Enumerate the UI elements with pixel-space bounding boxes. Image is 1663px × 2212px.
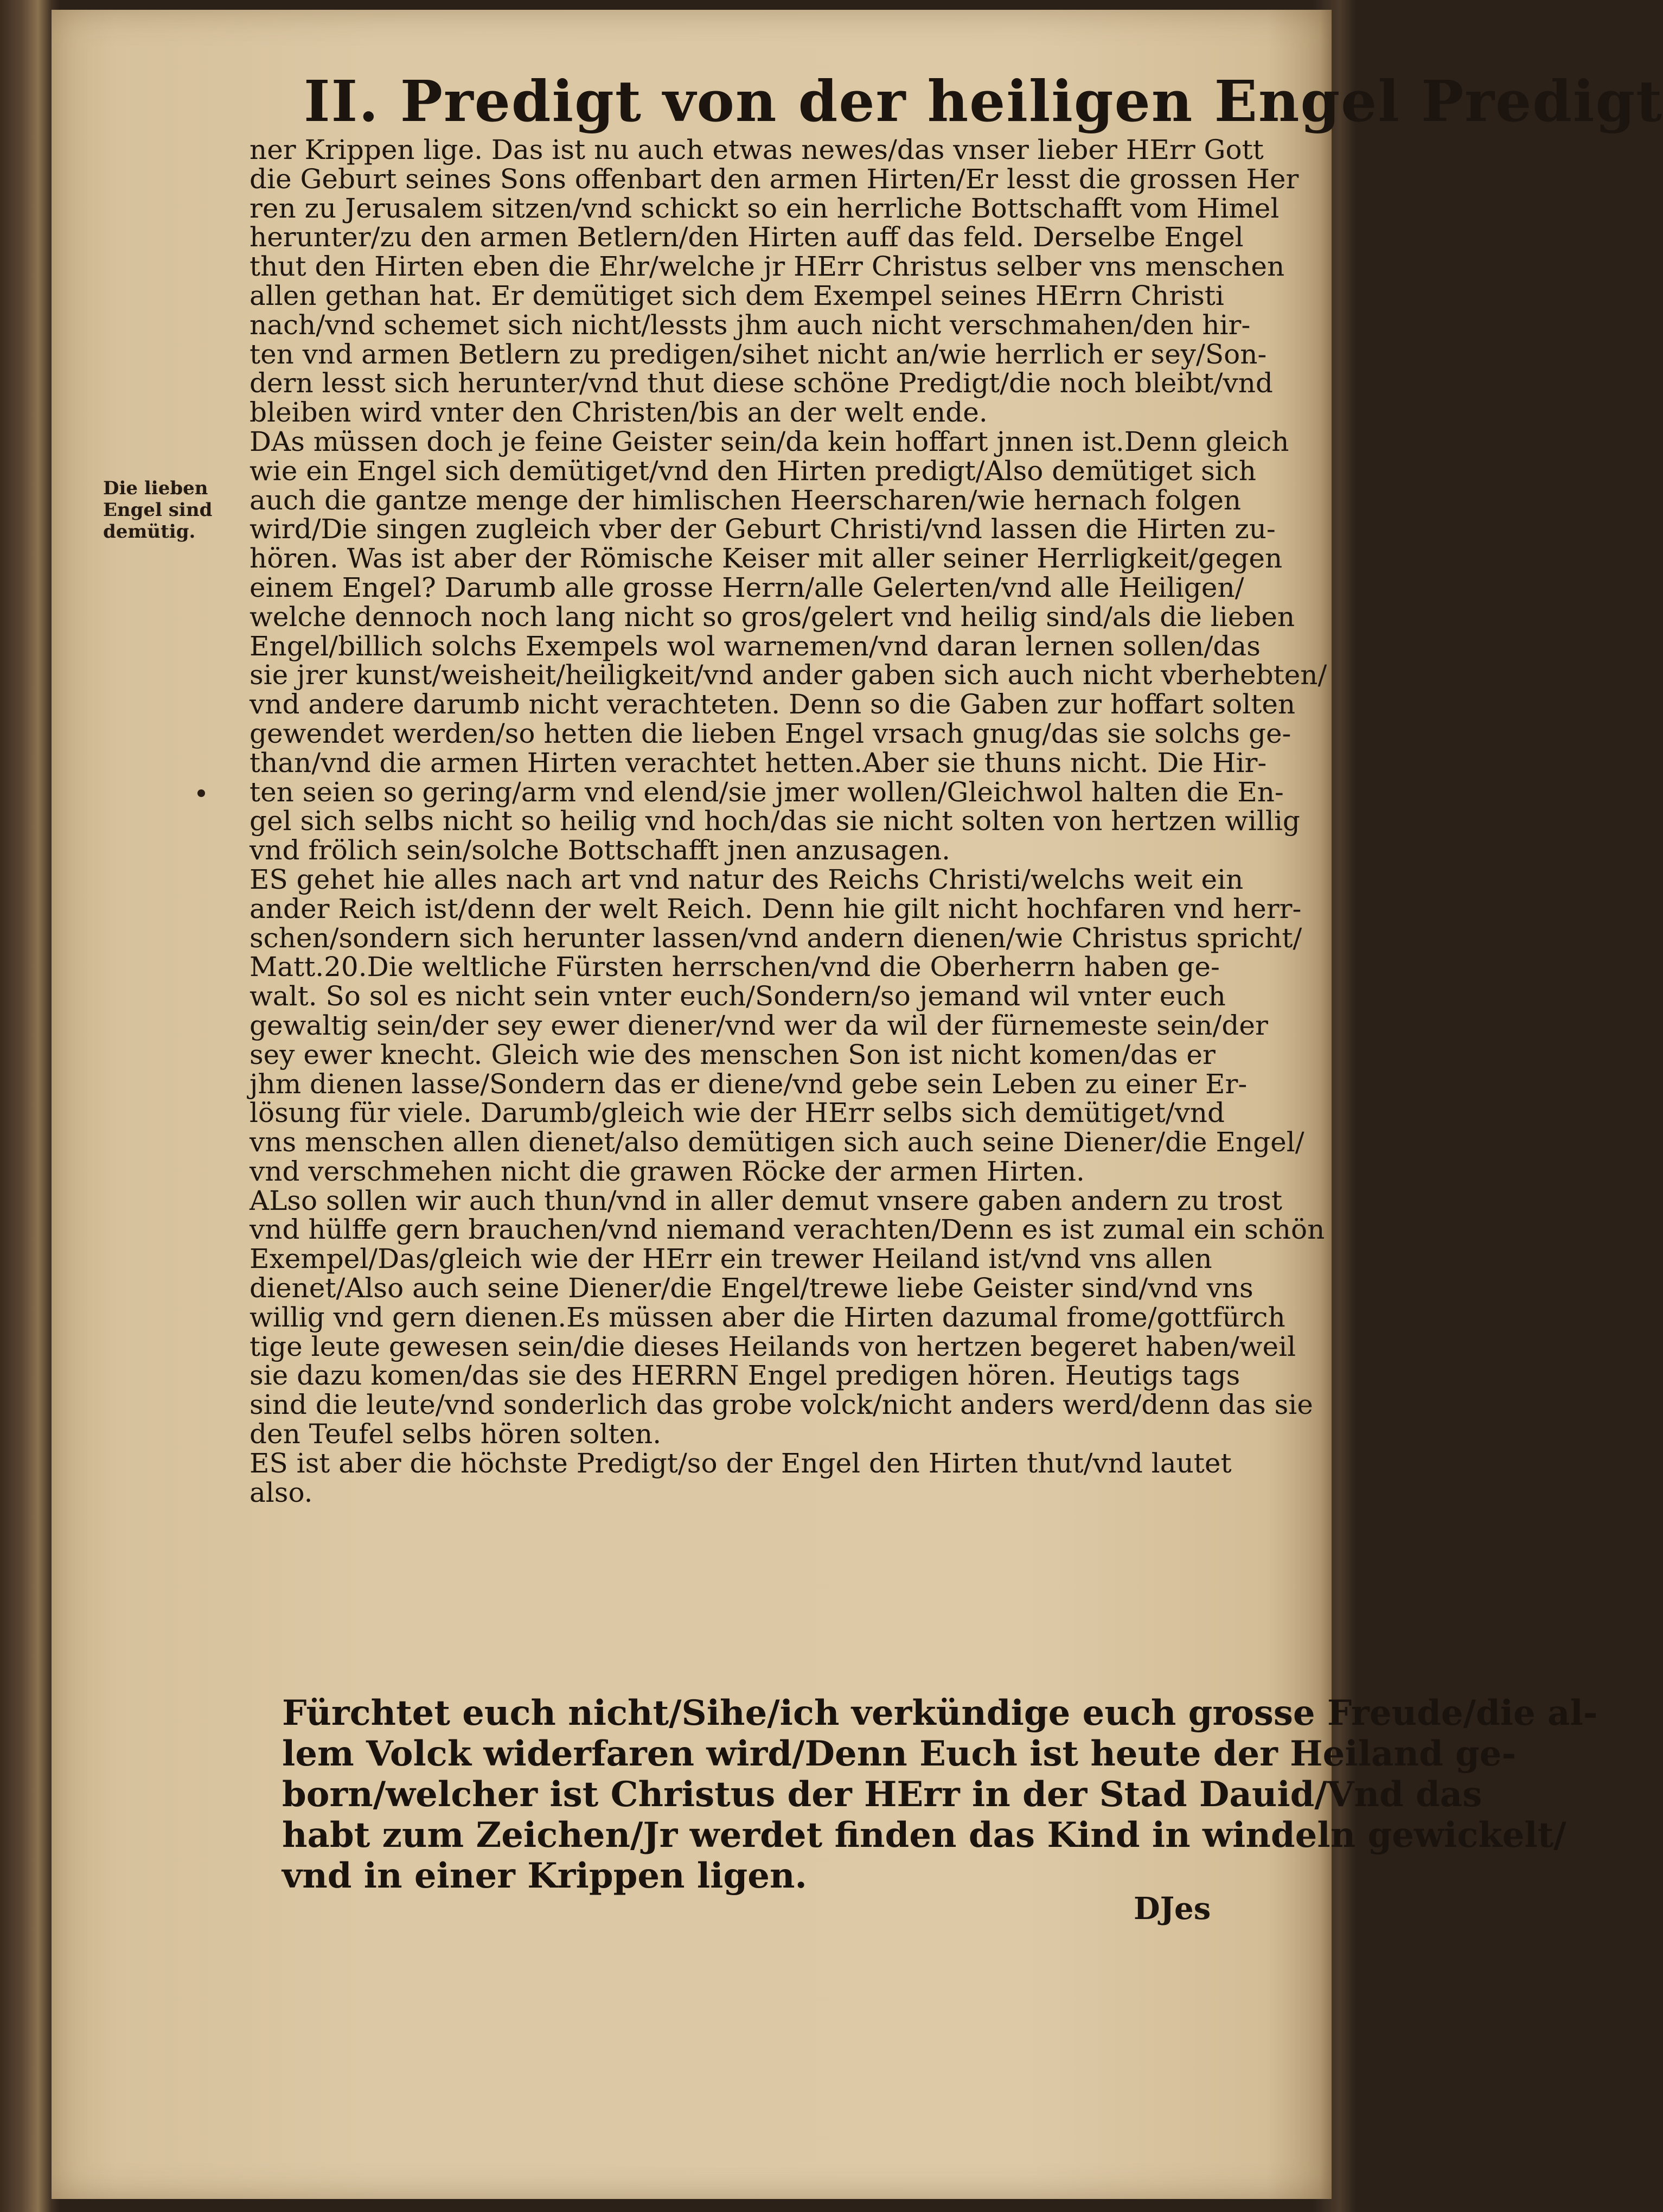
text-line: gewendet werden/so hetten die lieben Engel vrsach gnug/das sie solchs ge- [250, 717, 1291, 749]
text-line: DAs müssen doch je feine Geister sein/da kein hoffart jnnen ist.Denn gleich [250, 425, 1289, 457]
text-line: sey ewer knecht. Gleich wie des menschen Son ist nicht komen/das er [250, 1038, 1216, 1070]
text-line: hören. Was ist aber der Römische Keiser mit aller seiner Herrligkeit/gegen [250, 543, 1283, 575]
body-text [250, 134, 1327, 1508]
text-line: ten seien so gering/arm vnd elend/sie jmer wollen/Gleichwol halten die En- [250, 776, 1284, 808]
text-line: ALso sollen wir auch thun/vnd in aller demut vnsere gaben andern zu trost [250, 1184, 1282, 1216]
text-line: ren zu Jerusalem sitzen/vnd schickt so ein herrliche Bottschafft vom Himel [250, 192, 1280, 224]
text-line: wird/Die singen zugleich vber der Geburt Christi/vnd lassen die Hirten zu- [250, 513, 1276, 545]
marginal-note-line: Die lieben [103, 477, 208, 499]
text-line: than/vnd die armen Hirten verachtet hetten.Aber sie thuns nicht. Die Hir- [250, 747, 1267, 779]
scripture-quote [282, 1693, 1598, 1896]
ink-dot [197, 789, 205, 797]
text-line: thut den Hirten eben die Ehr/welche jr HErr Christus selber vns menschen [250, 251, 1285, 283]
catchword: DJes [1134, 1891, 1211, 1927]
text-line: ES ist aber die höchste Predigt/so der Engel den Hirten thut/vnd lautet [250, 1447, 1232, 1479]
text-line: die Geburt seines Sons offenbart den armen Hirten/Er lesst die grossen Her [250, 163, 1299, 195]
text-line: tige leute gewesen sein/die dieses Heilands von hertzen begeret haben/weil [250, 1330, 1296, 1362]
text-line: bleiben wird vnter den Christen/bis an der welt ende. [250, 397, 988, 429]
text-line: also. [250, 1476, 313, 1508]
text-line: ander Reich ist/denn der welt Reich. Denn hie gilt nicht hochfaren vnd herr- [250, 893, 1302, 925]
text-line: gewaltig sein/der sey ewer diener/vnd wer da wil der fürnemeste sein/der [250, 1009, 1268, 1041]
running-head: II. Predigt von der heiligen Engel Predigt [304, 68, 1663, 135]
quote-line: habt zum Zeichen/Jr werdet finden das Kind in windeln gewickelt/ [282, 1815, 1566, 1856]
marginal-note-line: demütig. [103, 521, 196, 543]
text-line: vnd andere darumb nicht verachteten. Denn so die Gaben zur hoffart solten [250, 689, 1296, 721]
text-line: herunter/zu den armen Betlern/den Hirten auff das feld. Derselbe Engel [250, 221, 1244, 253]
text-line: ner Krippen lige. Das ist nu auch etwas newes/das vnser lieber HErr Gott [250, 134, 1264, 165]
text-line: Matt.20.Die weltliche Fürsten herrschen/vnd die Oberherrn haben ge- [250, 951, 1220, 983]
text-line: vnd frölich sein/solche Bottschafft jnen anzusagen. [250, 834, 950, 866]
text-line: sie dazu komen/das sie des HERRN Engel predigen hören. Heutigs tags [250, 1360, 1240, 1392]
text-line: vnd verschmehen nicht die grawen Röcke der armen Hirten. [250, 1155, 1085, 1187]
text-line: vnd hülffe gern brauchen/vnd niemand verachten/Denn es ist zumal ein schön [250, 1214, 1325, 1246]
text-line: schen/sondern sich herunter lassen/vnd andern dienen/wie Christus spricht/ [250, 922, 1302, 954]
text-line: welche dennoch noch lang nicht so gros/gelert vnd heilig sind/als die lieben [250, 601, 1295, 633]
text-line: lösung für viele. Darumb/gleich wie der HErr selbs sich demütiget/vnd [250, 1097, 1225, 1129]
text-line: nach/vnd schemet sich nicht/lessts jhm auch nicht verschmahen/den hir- [250, 309, 1251, 341]
quote-line: vnd in einer Krippen ligen. [282, 1856, 807, 1896]
quote-line: Fürchtet euch nicht/Sihe/ich verkündige euch grosse Freude/die al- [282, 1693, 1598, 1733]
text-line: willig vnd gern dienen.Es müssen aber die Hirten dazumal frome/gottfürch [250, 1301, 1285, 1333]
text-line: jhm dienen lasse/Sondern das er diene/vnd gebe sein Leben zu einer Er- [250, 1068, 1248, 1100]
text-line: einem Engel? Darumb alle grosse Herrn/alle Gelerten/vnd alle Heiligen/ [250, 571, 1244, 603]
text-line: walt. So sol es nicht sein vnter euch/Sondern/so jemand wil vnter euch [250, 980, 1226, 1012]
text-line: vns menschen allen dienet/also demütigen sich auch seine Diener/die Engel/ [250, 1126, 1304, 1158]
text-line: Engel/billich solchs Exempels wol warnemen/vnd daran lernen sollen/das [250, 630, 1261, 662]
text-line: den Teufel selbs hören solten. [250, 1418, 662, 1450]
marginal-note [103, 477, 233, 543]
text-line: gel sich selbs nicht so heilig vnd hoch/das sie nicht solten von hertzen willig [250, 805, 1300, 837]
quote-line: lem Volck widerfaren wird/Denn Euch ist heute der Heiland ge- [282, 1733, 1517, 1774]
text-line: ten vnd armen Betlern zu predigen/sihet nicht an/wie herrlich er sey/Son- [250, 338, 1267, 370]
quote-line: born/welcher ist Christus der HErr in der Stad Dauid/Vnd das [282, 1774, 1482, 1815]
text-line: auch die gantze menge der himlischen Heerscharen/wie hernach folgen [250, 484, 1242, 516]
text-line: sind die leute/vnd sonderlich das grobe volck/nicht anders werd/denn das sie [250, 1389, 1313, 1421]
marginal-note-line: Engel sind [103, 499, 213, 521]
text-line: sie jrer kunst/weisheit/heiligkeit/vnd ander gaben sich auch nicht vberhebten/ [250, 659, 1327, 691]
text-line: dern lesst sich herunter/vnd thut diese schöne Predigt/die noch bleibt/vnd [250, 367, 1273, 399]
text-line: allen gethan hat. Er demütiget sich dem Exempel seines HErrn Christi [250, 279, 1224, 311]
text-line: Exempel/Das/gleich wie der HErr ein trewer Heiland ist/vnd vns allen [250, 1243, 1212, 1275]
text-line: ES gehet hie alles nach art vnd natur des Reichs Christi/welchs weit ein [250, 863, 1244, 895]
text-line: dienet/Also auch seine Diener/die Engel/trewe liebe Geister sind/vnd vns [250, 1272, 1253, 1304]
text-line: wie ein Engel sich demütiget/vnd den Hirten predigt/Also demütiget sich [250, 455, 1256, 487]
